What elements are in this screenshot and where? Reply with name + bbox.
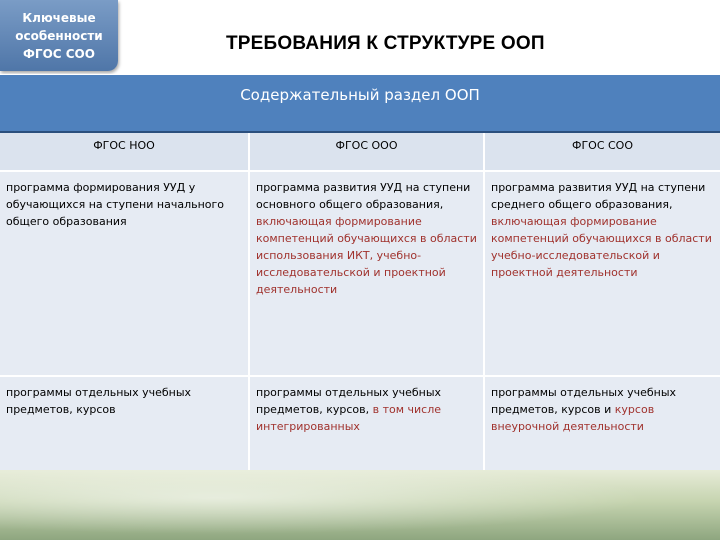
decorative-background-band [0, 470, 720, 540]
cell-text: программы отдельных учебных предметов, курсов [6, 386, 192, 416]
cell-text-highlight: в том числе интегрированных [256, 403, 442, 433]
table-row [0, 172, 720, 375]
badge-line: ФГОС СОО [23, 46, 95, 61]
section-badge [0, 0, 118, 71]
page-title: ТРЕБОВАНИЯ К СТРУКТУРЕ ООП [226, 33, 545, 54]
table-cell [485, 377, 720, 435]
cell-text-highlight: курсов внеурочной деятельности [491, 403, 655, 433]
cell-text-highlight: включающая формирование компетенций обучающихся в области учебно-исследовательской и проектной деятельности [491, 215, 712, 279]
section-header [0, 74, 720, 131]
column-header-soo: ФГОС СОО [485, 133, 720, 170]
column-divider [248, 133, 250, 472]
column-divider [483, 133, 485, 472]
cell-text-highlight: включающая формирование компетенций обучающихся в области использования ИКТ, учебно-исследовательской и проектной деятельности [256, 215, 477, 296]
section-header-label: Содержательный раздел ООП [240, 86, 480, 104]
table-cell [250, 172, 485, 298]
table-cell [485, 172, 720, 281]
column-header-ooo: ФГОС ООО [250, 133, 483, 170]
table-cell [0, 172, 248, 230]
table-cell [250, 377, 485, 435]
cell-text: программы отдельных учебных предметов, курсов и [491, 386, 677, 416]
cell-text: программы отдельных учебных предметов, курсов, [256, 386, 442, 416]
column-header-noo: ФГОС НОО [0, 133, 248, 170]
badge-line: Ключевые [22, 10, 96, 25]
table-cell [0, 377, 248, 418]
cell-text: программа развития УУД на ступени основного общего образования, [256, 181, 471, 211]
table-row [0, 377, 720, 472]
cell-text: программа развития УУД на ступени среднего общего образования, [491, 181, 706, 211]
cell-text: программа формирования УУД у обучающихся на ступени начального общего образования [6, 181, 225, 228]
badge-line: особенности [15, 28, 103, 43]
